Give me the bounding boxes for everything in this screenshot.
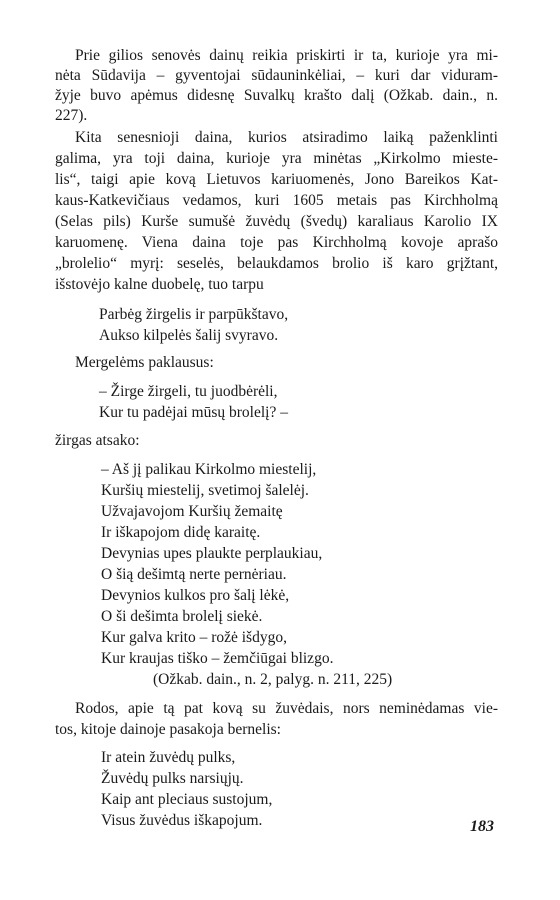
verse-line: Ir atein žuvėdų pulks, [101,749,236,766]
text-line: Mergelėms paklausus: [75,354,214,371]
paragraph-line: Kita senesnioji daina, kurios atsiradimo laiką paženklinti [75,129,498,146]
verse-line: O ši dešimta brolelį siekė. [101,608,263,625]
verse-line: Parbėg žirgelis ir parpūkštavo, [99,306,289,323]
verse-line: Kuršių miestelij, svetimoj šalelėj. [101,482,309,499]
verse-line: Aukso kilpelės šalij svyravo. [99,327,279,344]
verse-line: Kaip ant pleciaus sustojum, [101,791,273,808]
verse-line: Devynios kulkos pro šalį lėkė, [101,587,290,604]
paragraph-line: kaus-Katkevičiaus vedamos, kuri 1605 metais pas Kirchholmą [55,192,498,209]
verse-line: Kur kraujas tiško – žemčiūgai blizgo. [101,650,334,667]
verse-line: O šią dešimtą nerte pernėriau. [101,566,287,583]
paragraph-line: žyje buvo apėmus didesnę Suvalkų krašto dalį (Ožkab. dain., n. [55,87,498,104]
paragraph-line: lis“, taigi apie kovą Lietuvos kariuomenės, Jono Bareikos Kat- [55,171,498,188]
paragraph-line: išstovėjo kalne duobelę, tuo tarpu [55,276,264,293]
verse-line: Užvajavojom Kuršių žemaitę [101,503,283,520]
paragraph-line: nėta Sūdavija – gyventojai sūdauninkėliai, – kuri dar viduram- [55,67,498,84]
verse-line: Kur galva krito – rožė išdygo, [101,629,287,646]
verse-line: Visus žuvėdus iškapojum. [101,812,263,829]
paragraph-line: tos, kitoje dainoje pasakoja bernelis: [55,721,281,738]
paragraph-line: Prie gilios senovės dainų reikia priskirti ir ta, kurioje yra mi- [75,47,498,64]
text-line: žirgas atsako: [55,432,140,449]
paragraph-line: karuomenę. Viena daina toje pas Kirchholmą kovoje aprašo [55,234,498,251]
citation: (Ožkab. dain., n. 2, palyg. n. 211, 225) [153,671,393,688]
verse-line: – Aš jį palikau Kirkolmo miestelij, [101,461,317,478]
verse-line: Ir iškapojom didę karaitę. [101,524,261,541]
verse-line: Žuvėdų pulks narsiųjų. [101,770,244,787]
verse-line: – Žirge žirgeli, tu juodbėrėli, [99,383,278,400]
paragraph-line: galima, yra toji daina, kurioje yra minėtas „Kirkolmo mieste- [55,150,498,167]
paragraph-line: „brolelio“ myrį: seselės, belaukdamos brolio iš karo grįžtant, [55,255,498,272]
paragraph-line: Rodos, apie tą pat kovą su žuvėdais, nors neminėdamas vie- [75,700,498,717]
page-number: 183 [470,818,494,835]
paragraph-line: 227). [55,107,88,124]
paragraph-line: (Selas pils) Kurše sumušė žuvėdų (švedų) karaliaus Karolio IX [55,213,498,230]
verse-line: Devynias upes plaukte perplaukiau, [101,545,323,562]
verse-line: Kur tu padėjai mūsų brolelį? – [99,404,288,421]
